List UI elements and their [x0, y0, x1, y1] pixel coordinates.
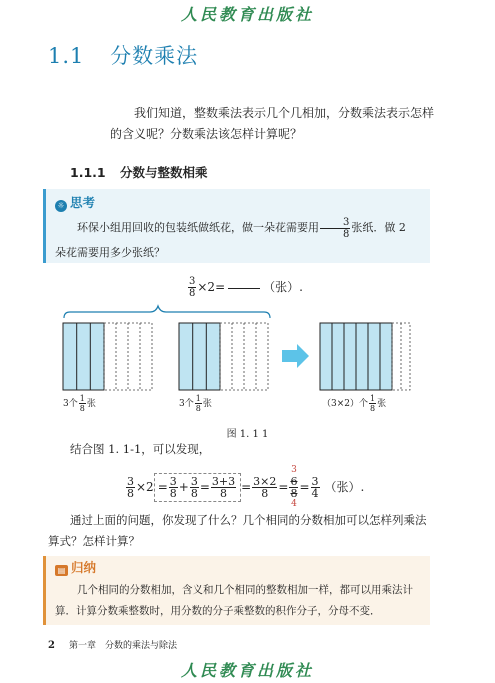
page-number: 2: [48, 640, 55, 651]
think-heading-text: 思考: [70, 195, 96, 210]
fraction-bar-2: [179, 323, 268, 390]
chapter-name: 第一章 分数的乘法与除法: [68, 641, 177, 651]
think-text-before: 环保小组用回收的包装纸做纸花，做一朵花需要用: [77, 221, 319, 234]
fraction: $\frac{3\times 2}{8}$: [253, 475, 277, 500]
brace: [64, 306, 270, 318]
sum-box-dashed: = $\frac{3}{8}$ + $\frac{3}{8}$ = $\frac{3+3}{8}$: [154, 473, 241, 502]
fraction: $\frac{3}{8}$: [189, 276, 196, 299]
summary-heading-text: 归纳: [71, 560, 97, 575]
section-title-text: 分数乘法: [110, 44, 199, 68]
fraction: $\frac{3}{4}$: [311, 475, 319, 500]
summary-text: 几个相同的分数相加，含义和几个相同的整数相加一样，都可以用乘法计算．计算分数乘整数时，用分数的分子乘整数的积作分子，分母不变．: [55, 584, 413, 617]
fraction-bar-1: [63, 323, 152, 390]
equation-2: $\frac{3}{8}$ ×2 = $\frac{3}{8}$ + $\frac{3}{8}$ = $\frac{3+3}{8}$ = $\frac{3\times 2}{8}$ = 3 6 8 4 = $\frac{3}{4}$ （张）.: [127, 465, 365, 509]
combine-text: 结合图 1. 1-1，可以发现，: [70, 442, 211, 456]
publisher-logo-header: 人民教育出版社: [180, 5, 314, 24]
equation-1: $\frac{3}{8}$ ×2= （张）.: [189, 276, 303, 299]
book-icon: ▤: [55, 565, 68, 576]
subsection-title: 分数与整数相乘: [119, 165, 208, 180]
summary-heading: [55, 558, 96, 576]
lightbulb-icon: ☼: [55, 200, 67, 212]
figure-label-2: 3个 $\frac{1}{8}$ 张: [179, 394, 212, 413]
question-text: 通过上面的问题，你发现了什么？几个相同的分数相加可以怎样列乘法算式？怎样计算？: [48, 513, 427, 548]
fraction: $\frac{3}{8}$: [320, 217, 350, 240]
fraction-bar-3: [320, 323, 410, 390]
arrow-icon: [282, 344, 309, 368]
figure-caption: 图 1. 1 1: [226, 429, 269, 440]
think-text-after: 张纸．做 2 朵花需要用多少张纸？: [55, 221, 406, 259]
intro-paragraph: 我们知道，整数乘法表示几个几相加，分数乘法表示怎样的含义呢？分数乘法该怎样计算呢？: [110, 106, 435, 141]
figure-label-1: 3个 $\frac{1}{8}$ 张: [63, 394, 96, 413]
subsection-number: 1.1.1: [70, 165, 106, 180]
figure-label-3: （3×2）个 $\frac{1}{8}$ 张: [322, 394, 387, 413]
reduced-fraction: 3 6 8 4: [290, 465, 298, 509]
section-number: 1.1: [48, 44, 85, 68]
fraction: $\frac{3}{8}$: [127, 475, 134, 500]
page-footer: [48, 638, 177, 651]
publisher-logo-footer: 人民教育出版社: [180, 661, 314, 680]
